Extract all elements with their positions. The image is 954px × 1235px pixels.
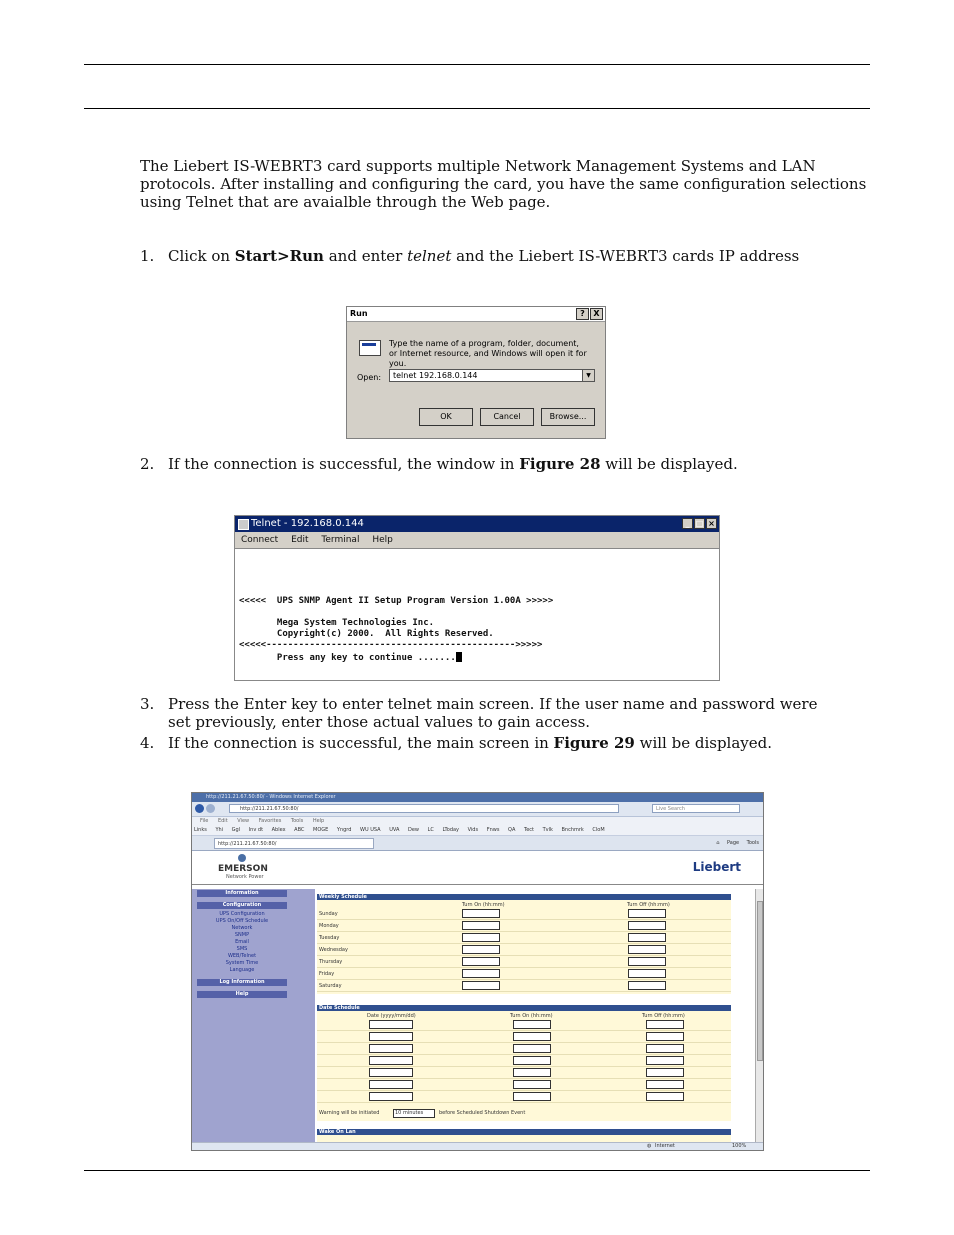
turn-on-input[interactable]	[462, 945, 500, 954]
table-row	[317, 1067, 731, 1079]
forward-arrow-icon[interactable]	[206, 804, 215, 813]
sidebar-item-sms[interactable]: SMS	[236, 946, 248, 952]
menu-edit[interactable]: Edit	[291, 535, 309, 545]
turn-off-input[interactable]	[628, 945, 666, 954]
table-row	[317, 932, 731, 944]
link-item[interactable]: Bnchmrk	[561, 827, 584, 833]
turn-on-input[interactable]	[462, 957, 500, 966]
ok-button[interactable]: OK	[419, 408, 473, 426]
date-schedule-title: Date Schedule	[317, 1005, 731, 1011]
sidebar-item-information[interactable]: Information	[197, 890, 287, 897]
link-item[interactable]: Inv dt	[248, 827, 264, 833]
date-turn-on-header: Turn On (hh:mm)	[510, 1013, 553, 1019]
zone-label: Internet	[655, 1143, 675, 1149]
link-item[interactable]: ABC	[294, 827, 305, 833]
turn-off-input[interactable]	[646, 1020, 684, 1029]
turn-off-input[interactable]	[628, 981, 666, 990]
run-title: Run	[350, 309, 368, 318]
close-button[interactable]: X	[590, 308, 603, 320]
menu-favorites[interactable]: Favorites	[258, 818, 282, 824]
tab-bar	[192, 836, 763, 851]
intro-paragraph: The Liebert IS-WEBRT3 card supports multiple Network Management Systems and LAN protocols. After installing and configuring the card, you have the same configuration selections using Telnet that are avaialble through the Web page.	[140, 157, 867, 211]
menu-view[interactable]: View	[237, 818, 250, 824]
weekly-turn-off-header: Turn Off (hh:mm)	[627, 902, 670, 908]
minimize-button[interactable]: _	[682, 518, 693, 529]
link-item[interactable]: LToday	[442, 827, 460, 833]
address-bar	[192, 802, 763, 817]
turn-off-input[interactable]	[646, 1056, 684, 1065]
telnet-menubar	[235, 532, 719, 549]
sidebar-item-web-telnet[interactable]: WEB/Telnet	[227, 953, 257, 959]
step-text: Click on Start>Run and enter telnet and the Liebert IS-WEBRT3 cards IP address	[168, 247, 800, 265]
table-row	[317, 944, 731, 956]
menu-help[interactable]: Help	[372, 535, 393, 545]
text-cursor	[456, 652, 462, 662]
vertical-scrollbar[interactable]	[755, 889, 764, 1143]
search-input[interactable]: Live Search	[652, 804, 740, 813]
globe-icon: ◍	[647, 1143, 652, 1149]
turn-on-input[interactable]	[462, 933, 500, 942]
back-arrow-icon[interactable]	[195, 804, 204, 813]
step-text: If the connection is successful, the window in Figure 28 will be displayed.	[168, 455, 738, 473]
table-row	[317, 956, 731, 968]
link-item[interactable]: Fnws	[486, 827, 500, 833]
day-label: Sunday	[319, 911, 338, 917]
link-item[interactable]: Vids	[467, 827, 479, 833]
date-input[interactable]	[369, 1032, 413, 1041]
date-col-header: Date (yyyy/mm/dd)	[367, 1013, 416, 1019]
browser-window	[191, 792, 764, 1151]
sidebar-item-configuration[interactable]: Configuration	[197, 902, 287, 909]
telnet-window	[234, 515, 720, 681]
turn-on-input[interactable]	[513, 1044, 551, 1053]
warning-select[interactable]: 10 minutes	[393, 1109, 435, 1118]
telnet-title: Telnet - 192.168.0.144	[251, 518, 364, 529]
scrollbar-thumb[interactable]	[757, 901, 763, 1061]
turn-off-input[interactable]	[646, 1068, 684, 1077]
link-item[interactable]: Ggl	[231, 827, 241, 833]
link-item[interactable]: LC	[427, 827, 434, 833]
weekly-schedule-title: Weekly Schedule	[317, 894, 731, 900]
run-dialog	[346, 306, 606, 439]
chevron-down-icon[interactable]: ▼	[582, 370, 594, 381]
run-titlebar	[347, 307, 605, 322]
turn-on-input[interactable]	[513, 1068, 551, 1077]
open-label: Open:	[357, 373, 382, 382]
menu-terminal[interactable]: Terminal	[321, 535, 360, 545]
sidebar-item-snmp[interactable]: SNMP	[234, 932, 250, 938]
turn-off-input[interactable]	[628, 969, 666, 978]
date-input[interactable]	[369, 1044, 413, 1053]
step-number: 3.	[140, 695, 155, 713]
step-text: If the connection is successful, the main screen in Figure 29 will be displayed.	[168, 734, 773, 752]
links-bar	[192, 825, 763, 836]
turn-off-input[interactable]	[628, 933, 666, 942]
telnet-line-5: Press any key to continue .......	[239, 652, 462, 664]
open-value: telnet 192.168.0.144	[393, 371, 478, 380]
page-menu[interactable]: Page	[726, 840, 740, 846]
sidebar	[192, 889, 315, 1151]
turn-off-input[interactable]	[646, 1092, 684, 1101]
turn-on-input[interactable]	[513, 1032, 551, 1041]
command-bar	[710, 838, 759, 848]
run-program-icon	[359, 340, 381, 356]
turn-on-input[interactable]	[462, 981, 500, 990]
weekly-turn-on-header: Turn On (hh:mm)	[462, 902, 505, 908]
browse-button[interactable]: Browse...	[541, 408, 595, 426]
sidebar-item-ups-configuration[interactable]: UPS Configuration	[219, 911, 265, 917]
browser-menubar	[192, 817, 763, 825]
status-bar	[192, 1142, 763, 1150]
header-rule-top	[84, 64, 870, 65]
link-item[interactable]: QA	[508, 827, 516, 833]
date-turn-off-header: Turn Off (hh:mm)	[642, 1013, 685, 1019]
wake-on-lan-title: Wake On Lan	[317, 1129, 731, 1135]
sidebar-item-log-information[interactable]: Log Information	[197, 979, 287, 986]
telnet-app-icon	[238, 519, 249, 530]
tools-menu[interactable]: Tools	[746, 840, 759, 846]
maximize-button[interactable]: □	[695, 519, 704, 528]
turn-on-input[interactable]	[462, 909, 500, 918]
footer-rule	[84, 1170, 870, 1171]
links-label: Links	[194, 827, 207, 833]
warning-row	[317, 1107, 731, 1121]
main-content	[315, 889, 755, 1151]
menu-edit[interactable]: Edit	[217, 818, 228, 824]
turn-off-input[interactable]	[646, 1044, 684, 1053]
table-row	[317, 1091, 731, 1103]
sidebar-item-system-time[interactable]: System Time	[225, 960, 259, 966]
turn-off-input[interactable]	[628, 921, 666, 930]
step-number: 4.	[140, 734, 155, 752]
date-input[interactable]	[369, 1080, 413, 1089]
table-row	[317, 920, 731, 932]
day-label: Monday	[319, 923, 339, 929]
link-item[interactable]: Tvlk	[542, 827, 553, 833]
close-button[interactable]: ×	[706, 518, 717, 529]
turn-off-input[interactable]	[628, 957, 666, 966]
step-text: Press the Enter key to enter telnet main screen. If the user name and password were set previously, enter those actual values to gain access.	[168, 695, 818, 731]
turn-on-input[interactable]	[513, 1080, 551, 1089]
tab-current[interactable]: http://211.21.67.50:80/	[214, 838, 374, 849]
sidebar-item-ups-schedule[interactable]: UPS On/Off Schedule	[215, 918, 269, 924]
table-row	[317, 1079, 731, 1091]
table-row	[317, 1031, 731, 1043]
header-rule-bottom	[84, 108, 870, 109]
sidebar-item-help[interactable]: Help	[197, 991, 287, 998]
turn-off-input[interactable]	[646, 1032, 684, 1041]
table-row	[317, 968, 731, 980]
link-item[interactable]: WU USA	[360, 827, 381, 833]
table-row	[317, 980, 731, 992]
table-row	[317, 908, 731, 920]
link-item[interactable]: Yngrd	[336, 827, 352, 833]
day-label: Tuesday	[319, 935, 340, 941]
day-label: Friday	[319, 971, 335, 977]
sidebar-item-network[interactable]: Network	[231, 925, 253, 931]
link-item[interactable]: Tect	[523, 827, 534, 833]
weekly-schedule-section	[317, 894, 731, 994]
step-number: 2.	[140, 455, 155, 473]
date-schedule-section	[317, 1005, 731, 1121]
date-input[interactable]	[369, 1056, 413, 1065]
emerson-logo: EMERSON	[218, 864, 268, 874]
day-label: Thursday	[319, 959, 343, 965]
day-label: Saturday	[319, 983, 342, 989]
emerson-logo-icon	[238, 854, 246, 862]
turn-off-input[interactable]	[646, 1080, 684, 1089]
telnet-line-4: <<<<<---------------------------------------------->>>>>	[239, 640, 543, 650]
turn-on-input[interactable]	[513, 1020, 551, 1029]
table-row	[317, 1055, 731, 1067]
telnet-line-2: Mega System Technologies Inc.	[239, 618, 435, 628]
link-item[interactable]: CloM	[592, 827, 605, 833]
link-item[interactable]: Dew	[407, 827, 419, 833]
link-item[interactable]: Yhi	[215, 827, 224, 833]
emerson-subtitle: Network Power	[226, 874, 264, 880]
page-header	[192, 851, 763, 885]
table-row	[317, 1019, 731, 1031]
turn-on-input[interactable]	[462, 921, 500, 930]
turn-off-input[interactable]	[628, 909, 666, 918]
date-input[interactable]	[369, 1020, 413, 1029]
turn-on-input[interactable]	[513, 1056, 551, 1065]
menu-help[interactable]: Help	[312, 818, 325, 824]
telnet-line-1: <<<<< UPS SNMP Agent II Setup Program Version 1.00A >>>>>	[239, 596, 554, 606]
date-input[interactable]	[369, 1068, 413, 1077]
telnet-line-3: Copyright(c) 2000. All Rights Reserved.	[239, 629, 494, 639]
menu-connect[interactable]: Connect	[241, 535, 279, 545]
warning-suffix: before Scheduled Shutdown Event	[439, 1110, 526, 1116]
menu-tools[interactable]: Tools	[290, 818, 304, 824]
link-item[interactable]: MOGE	[313, 827, 329, 833]
run-message: Type the name of a program, folder, document, or Internet resource, and Windows will open it for you.	[389, 339, 587, 368]
cancel-button[interactable]: Cancel	[480, 408, 534, 426]
help-button[interactable]: ?	[576, 308, 589, 320]
liebert-logo: Liebert	[692, 860, 741, 874]
url-input[interactable]: http://211.21.67.50:80/	[229, 804, 619, 813]
zoom-level[interactable]: 100%	[732, 1143, 747, 1149]
menu-file[interactable]: File	[200, 818, 209, 824]
link-item[interactable]: Ablex	[271, 827, 286, 833]
table-row	[317, 1043, 731, 1055]
browser-titlebar: http://211.21.67.50:80/ - Windows Internet Explorer	[192, 793, 763, 802]
step-number: 1.	[140, 247, 155, 265]
open-combobox[interactable]	[389, 369, 595, 382]
date-input[interactable]	[369, 1092, 413, 1101]
turn-on-input[interactable]	[513, 1092, 551, 1101]
warning-label: Warning will be initiated	[319, 1110, 380, 1116]
day-label: Wednesday	[319, 947, 348, 953]
link-item[interactable]: UVA	[389, 827, 400, 833]
sidebar-item-email[interactable]: Email	[235, 939, 249, 945]
turn-on-input[interactable]	[462, 969, 500, 978]
home-icon[interactable]: ⌂	[716, 840, 720, 846]
telnet-titlebar	[235, 516, 719, 532]
sidebar-item-language[interactable]: Language	[229, 967, 255, 973]
